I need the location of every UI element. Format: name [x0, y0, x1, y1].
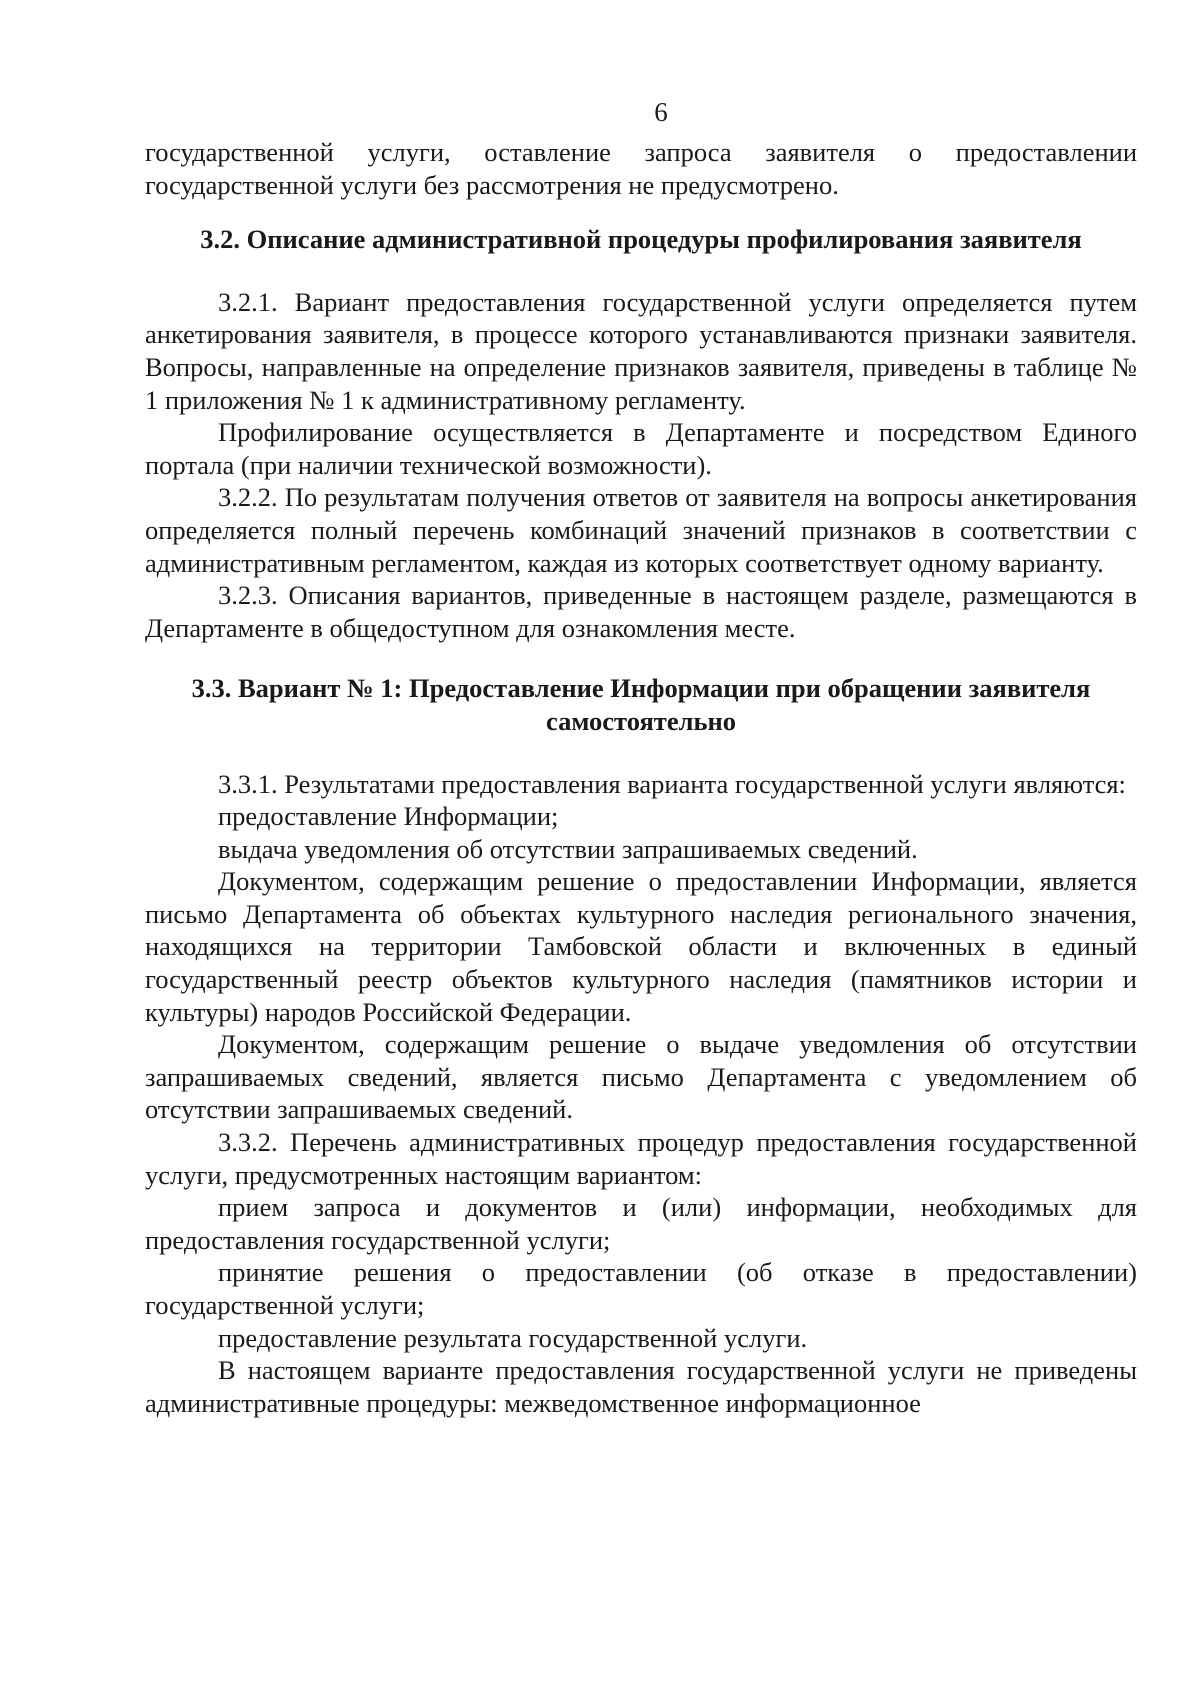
- list-item-result-1: предоставление Информации;: [218, 801, 559, 832]
- page-number: 6: [654, 97, 668, 127]
- section-heading-3-3: 3.3. Вариант № 1: Предоставление Информации при обращении заявителя самостоятельно: [191, 673, 1091, 736]
- paragraph-3-2-2: 3.2.2. По результатам получения ответов от заявителя на вопросы анкетирования определяется полный перечень комбинаций значений признаков в соответствии с административным регламентом, каждая из которых соответствует одному варианту.: [145, 482, 1137, 578]
- paragraph-3-2-1: 3.2.1. Вариант предоставления государственной услуги определяется путем анкетирования заявителя, в процессе которого устанавливаются признаки заявителя. Вопросы, направленные на определение признаков заявителя, приведены в таблице № 1 приложения № 1 к административному регламенту.: [145, 286, 1137, 415]
- document-page: [145, 92, 1137, 1419]
- paragraph-3-2-3: 3.2.3. Описания вариантов, приведенные в настоящем разделе, размещаются в Департаменте в общедоступном для ознакомления месте.: [145, 580, 1137, 643]
- section-heading-3-2: 3.2. Описание административной процедуры профилирования заявителя: [200, 224, 1082, 255]
- list-item-result-2: выдача уведомления об отсутствии запрашиваемых сведений.: [218, 833, 918, 864]
- paragraph-decision-document: Документом, содержащим решение о предоставлении Информации, является письмо Департамента об объектах культурного наследия регионального значения, находящихся на территории Тамбовской области и включенных в единый государственный реестр объектов культурного наследия (памятников истории и культуры) народов Российской Федерации.: [145, 866, 1137, 1027]
- list-item-procedure-3: предоставление результата государственной услуги.: [218, 1322, 808, 1353]
- list-item-procedure-2: принятие решения о предоставлении (об отказе в предоставлении) государственной услуги;: [145, 1257, 1137, 1320]
- paragraph-profiling: Профилирование осуществляется в Департаменте и посредством Единого портала (при наличии технической возможности).: [145, 417, 1137, 480]
- paragraph-excluded-procedures: В настоящем варианте предоставления государственной услуги не приведены административные процедуры: межведомственное информационное: [145, 1355, 1137, 1418]
- paragraph-3-3-1: 3.3.1. Результатами предоставления варианта государственной услуги являются:: [218, 768, 1126, 799]
- paragraph-3-3-2: 3.3.2. Перечень административных процедур предоставления государственной услуги, предусмотренных настоящим вариантом:: [145, 1127, 1137, 1190]
- list-item-procedure-1: прием запроса и документов и (или) информации, необходимых для предоставления государственной услуги;: [145, 1192, 1137, 1255]
- paragraph-continuation: государственной услуги, оставление запроса заявителя о предоставлении государственной услуги без рассмотрения не предусмотрено.: [145, 137, 1137, 200]
- paragraph-notification-document: Документом, содержащим решение о выдаче уведомления об отсутствии запрашиваемых сведений, является письмо Департамента с уведомлением об отсутствии запрашиваемых сведений.: [145, 1029, 1137, 1125]
